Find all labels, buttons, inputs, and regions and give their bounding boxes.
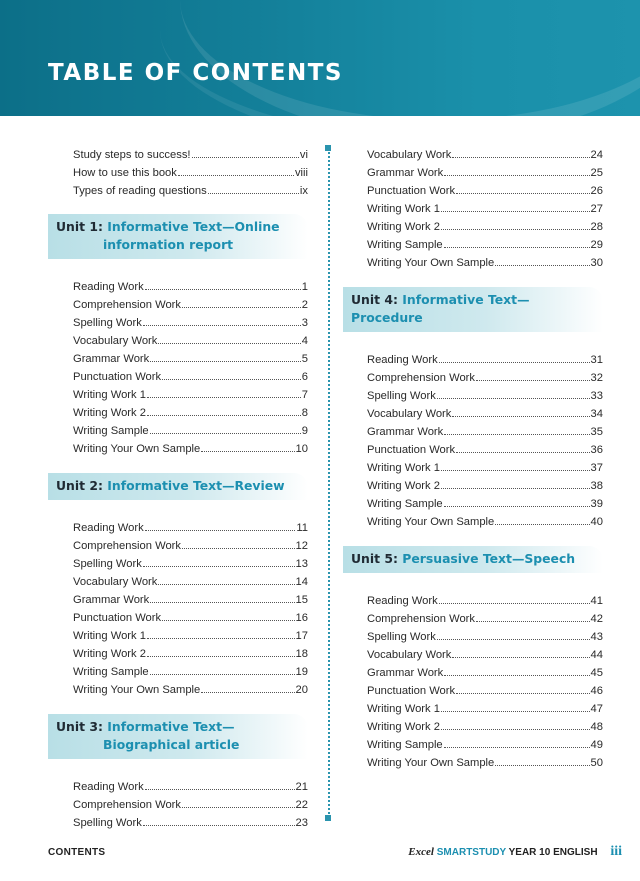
toc-entry[interactable] xyxy=(343,681,603,699)
toc-entry[interactable] xyxy=(48,680,308,698)
toc-entry-page: 4 xyxy=(301,335,308,347)
toc-entry-label: Punctuation Work xyxy=(367,444,456,456)
unit-name: Informative Text— xyxy=(107,719,235,734)
toc-entry-page: 21 xyxy=(295,781,308,793)
toc-entry-label: Writing Work 1 xyxy=(367,462,440,474)
toc-entry[interactable] xyxy=(48,813,308,831)
toc-entry-page: 27 xyxy=(590,203,603,215)
toc-entry-page: 13 xyxy=(295,558,308,570)
toc-entry-page: 34 xyxy=(590,408,603,420)
toc-entry[interactable] xyxy=(343,735,603,753)
toc-entry-page: 11 xyxy=(296,522,308,534)
leader-dots xyxy=(182,536,295,549)
toc-entry-label: Comprehension Work xyxy=(73,799,181,811)
toc-entry-label: Reading Work xyxy=(73,522,144,534)
toc-entry[interactable] xyxy=(48,313,308,331)
leader-dots xyxy=(143,313,301,326)
toc-left-column xyxy=(48,145,308,831)
leader-dots xyxy=(145,277,301,290)
toc-entry[interactable] xyxy=(48,644,308,662)
unit-name: Persuasive Text—Speech xyxy=(402,551,576,566)
toc-entry-page: 9 xyxy=(301,425,308,437)
toc-entry-page: 42 xyxy=(590,613,603,625)
toc-entry-label: Reading Work xyxy=(367,595,438,607)
leader-dots xyxy=(439,591,590,604)
toc-entry[interactable] xyxy=(343,217,603,235)
toc-entry-label: How to use this book xyxy=(73,167,177,179)
toc-entry-page: 46 xyxy=(590,685,603,697)
toc-entry-page: 23 xyxy=(295,817,308,829)
toc-entry[interactable] xyxy=(343,386,603,404)
toc-entry[interactable] xyxy=(48,777,308,795)
unit-name: Informative Text—Procedure xyxy=(351,292,530,325)
leader-dots xyxy=(150,349,301,362)
unit-number: Unit 1: xyxy=(56,219,103,234)
unit-heading[interactable] xyxy=(343,287,603,332)
toc-entry[interactable] xyxy=(343,181,603,199)
toc-entry[interactable] xyxy=(48,439,308,457)
leader-dots xyxy=(162,608,294,621)
unit-name: Informative Text—Review xyxy=(107,478,285,493)
toc-entry-page: viii xyxy=(294,167,308,179)
toc-entry[interactable] xyxy=(48,367,308,385)
toc-entry-label: Vocabulary Work xyxy=(73,576,158,588)
toc-entry-page: 7 xyxy=(301,389,308,401)
toc-entry-page: 40 xyxy=(590,516,603,528)
leader-dots xyxy=(150,590,294,603)
toc-entry[interactable] xyxy=(48,518,308,536)
toc-entry-label: Writing Sample xyxy=(367,239,443,251)
toc-entry-page: 20 xyxy=(295,684,308,696)
toc-entry-page: 19 xyxy=(295,666,308,678)
toc-entry[interactable] xyxy=(343,627,603,645)
toc-entry[interactable] xyxy=(48,145,308,163)
toc-entry[interactable] xyxy=(343,591,603,609)
toc-entry-page: 12 xyxy=(295,540,308,552)
toc-entry-label: Comprehension Work xyxy=(73,299,181,311)
toc-entry[interactable] xyxy=(48,626,308,644)
toc-entry-label: Writing Your Own Sample xyxy=(73,684,201,696)
toc-entry-label: Types of reading questions xyxy=(73,185,207,197)
toc-entry-page: 15 xyxy=(295,594,308,606)
toc-entry[interactable] xyxy=(343,699,603,717)
leader-dots xyxy=(147,626,295,639)
toc-entry-label: Spelling Work xyxy=(73,317,142,329)
toc-entry-label: Grammar Work xyxy=(367,167,444,179)
leader-dots xyxy=(147,403,301,416)
toc-entry-page: 41 xyxy=(590,595,603,607)
leader-dots xyxy=(444,494,590,507)
divider-end-marker xyxy=(325,815,331,821)
leader-dots xyxy=(201,680,294,693)
toc-entry[interactable] xyxy=(343,512,603,530)
toc-right-column xyxy=(343,145,603,771)
leader-dots xyxy=(192,145,299,158)
leader-dots xyxy=(444,663,589,676)
toc-entry-label: Writing Work 2 xyxy=(367,221,440,233)
toc-entry-label: Writing Your Own Sample xyxy=(73,443,201,455)
toc-entry-label: Writing Work 1 xyxy=(367,203,440,215)
toc-entry[interactable] xyxy=(48,572,308,590)
toc-entry-page: 33 xyxy=(590,390,603,402)
toc-entry-page: 37 xyxy=(590,462,603,474)
leader-dots xyxy=(441,217,590,230)
toc-entry-label: Punctuation Work xyxy=(367,685,456,697)
toc-entry-page: 47 xyxy=(590,703,603,715)
toc-entry[interactable] xyxy=(343,145,603,163)
leader-dots xyxy=(441,199,590,212)
toc-entry[interactable] xyxy=(343,235,603,253)
toc-entry-label: Writing Work 2 xyxy=(73,648,146,660)
toc-entry-page: 6 xyxy=(301,371,308,383)
toc-entry[interactable] xyxy=(343,753,603,771)
toc-entry-label: Vocabulary Work xyxy=(367,149,452,161)
leader-dots xyxy=(495,753,589,766)
toc-entry[interactable] xyxy=(343,717,603,735)
toc-entry-label: Writing Your Own Sample xyxy=(367,257,495,269)
toc-entry-page: 29 xyxy=(590,239,603,251)
footer-book-title xyxy=(408,844,622,860)
toc-entry[interactable] xyxy=(48,608,308,626)
toc-entry-page: 28 xyxy=(590,221,603,233)
toc-entry[interactable] xyxy=(343,609,603,627)
toc-entry-page: 45 xyxy=(590,667,603,679)
toc-entry-page: 36 xyxy=(590,444,603,456)
leader-dots xyxy=(162,367,301,380)
toc-entry-label: Writing Your Own Sample xyxy=(367,757,495,769)
unit-number: Unit 3: xyxy=(56,719,103,734)
unit-name-continued: Biographical article xyxy=(103,737,240,752)
toc-entry-label: Reading Work xyxy=(73,281,144,293)
toc-entry-label: Vocabulary Work xyxy=(367,649,452,661)
toc-entry[interactable] xyxy=(343,163,603,181)
toc-entry-label: Writing Work 2 xyxy=(367,721,440,733)
toc-entry-label: Vocabulary Work xyxy=(73,335,158,347)
toc-entry[interactable] xyxy=(48,385,308,403)
toc-entry[interactable] xyxy=(48,590,308,608)
leader-dots xyxy=(182,295,301,308)
toc-entry-page: 25 xyxy=(590,167,603,179)
toc-entry-page: 32 xyxy=(590,372,603,384)
column-divider xyxy=(328,148,330,818)
leader-dots xyxy=(147,644,295,657)
toc-entry-label: Grammar Work xyxy=(367,426,444,438)
toc-entry-page: 18 xyxy=(295,648,308,660)
leader-dots xyxy=(437,627,590,640)
toc-entry-page: 5 xyxy=(301,353,308,365)
toc-entry[interactable] xyxy=(343,404,603,422)
toc-entry-label: Spelling Work xyxy=(367,631,436,643)
toc-entry-label: Vocabulary Work xyxy=(367,408,452,420)
toc-entry-page: 50 xyxy=(590,757,603,769)
leader-dots xyxy=(495,253,589,266)
leader-dots xyxy=(150,662,295,675)
toc-entry[interactable] xyxy=(343,368,603,386)
leader-dots xyxy=(145,777,295,790)
toc-entry-page: 3 xyxy=(301,317,308,329)
leader-dots xyxy=(441,458,590,471)
toc-entry-label: Writing Your Own Sample xyxy=(367,516,495,528)
toc-entry-page: 48 xyxy=(590,721,603,733)
toc-entry-label: Writing Work 2 xyxy=(73,407,146,419)
toc-entry-page: 16 xyxy=(295,612,308,624)
toc-entry[interactable] xyxy=(48,331,308,349)
leader-dots xyxy=(150,421,301,434)
leader-dots xyxy=(178,163,294,176)
toc-entry-label: Grammar Work xyxy=(73,353,150,365)
toc-entry[interactable] xyxy=(48,662,308,680)
footer-section-label: CONTENTS xyxy=(48,847,106,858)
toc-entry[interactable] xyxy=(48,403,308,421)
toc-entry-page: 49 xyxy=(590,739,603,751)
leader-dots xyxy=(444,235,590,248)
unit-heading[interactable] xyxy=(48,714,308,759)
toc-entry-page: 35 xyxy=(590,426,603,438)
toc-entry-page: 43 xyxy=(590,631,603,643)
footer-brand: SMARTSTUDY xyxy=(436,847,507,858)
leader-dots xyxy=(143,813,295,826)
toc-entry-label: Reading Work xyxy=(73,781,144,793)
unit-name-continued: information report xyxy=(103,237,234,252)
toc-entry-label: Study steps to success! xyxy=(73,149,191,161)
toc-entry[interactable] xyxy=(343,422,603,440)
leader-dots xyxy=(437,386,590,399)
footer-excel: Excel xyxy=(408,846,434,858)
toc-entry-page: 2 xyxy=(301,299,308,311)
leader-dots xyxy=(441,717,590,730)
toc-entry[interactable] xyxy=(48,349,308,367)
header-banner xyxy=(0,0,640,116)
toc-entry-label: Comprehension Work xyxy=(367,372,475,384)
unit-heading[interactable] xyxy=(343,546,603,573)
toc-entry-label: Writing Work 1 xyxy=(73,389,146,401)
unit-number: Unit 2: xyxy=(56,478,103,493)
leader-dots xyxy=(182,795,295,808)
toc-entry-label: Writing Sample xyxy=(367,739,443,751)
toc-entry[interactable] xyxy=(343,663,603,681)
toc-entry-page: 38 xyxy=(590,480,603,492)
leader-dots xyxy=(441,699,590,712)
unit-number: Unit 5: xyxy=(351,551,398,566)
toc-entry-page: 31 xyxy=(590,354,603,366)
toc-entry-page: 17 xyxy=(295,630,308,642)
toc-entry[interactable] xyxy=(343,253,603,271)
toc-entry-page: 44 xyxy=(590,649,603,661)
leader-dots xyxy=(147,385,301,398)
leader-dots xyxy=(158,331,300,344)
unit-heading[interactable] xyxy=(48,473,308,500)
footer-title: YEAR 10 ENGLISH xyxy=(508,847,598,858)
toc-entry-label: Grammar Work xyxy=(367,667,444,679)
toc-entry[interactable] xyxy=(48,795,308,813)
leader-dots xyxy=(441,476,590,489)
toc-entry-label: Spelling Work xyxy=(73,558,142,570)
toc-entry[interactable] xyxy=(48,536,308,554)
leader-dots xyxy=(444,735,590,748)
toc-entry-page: 1 xyxy=(301,281,308,293)
toc-entry[interactable] xyxy=(343,476,603,494)
leader-dots xyxy=(452,145,589,158)
toc-entry[interactable] xyxy=(343,440,603,458)
toc-entry-page: 14 xyxy=(295,576,308,588)
toc-entry-page: 39 xyxy=(590,498,603,510)
toc-entry-label: Writing Work 1 xyxy=(73,630,146,642)
toc-entry-label: Comprehension Work xyxy=(367,613,475,625)
leader-dots xyxy=(495,512,589,525)
toc-entry-page: 24 xyxy=(590,149,603,161)
toc-entry[interactable] xyxy=(48,421,308,439)
toc-entry-page: 22 xyxy=(295,799,308,811)
toc-entry[interactable] xyxy=(343,458,603,476)
toc-entry-label: Punctuation Work xyxy=(73,612,162,624)
toc-entry[interactable] xyxy=(48,181,308,199)
toc-entry[interactable] xyxy=(48,295,308,313)
toc-entry-page: 26 xyxy=(590,185,603,197)
banner-decoration xyxy=(160,0,640,116)
toc-entry-page: ix xyxy=(299,185,308,197)
leader-dots xyxy=(143,554,295,567)
toc-entry-page: 10 xyxy=(295,443,308,455)
toc-entry-label: Writing Sample xyxy=(73,666,149,678)
toc-entry[interactable] xyxy=(343,199,603,217)
leader-dots xyxy=(208,181,299,194)
toc-entry-label: Writing Sample xyxy=(367,498,443,510)
leader-dots xyxy=(444,422,589,435)
leader-dots xyxy=(456,440,589,453)
toc-entry-page: 8 xyxy=(301,407,308,419)
toc-entry[interactable] xyxy=(343,645,603,663)
toc-entry-label: Punctuation Work xyxy=(73,371,162,383)
leader-dots xyxy=(444,163,589,176)
toc-entry-label: Spelling Work xyxy=(73,817,142,829)
toc-entry-page: vi xyxy=(299,149,308,161)
divider-end-marker xyxy=(325,145,331,151)
toc-entry[interactable] xyxy=(343,350,603,368)
toc-entry-page: 30 xyxy=(590,257,603,269)
unit-heading[interactable] xyxy=(48,214,308,259)
toc-entry[interactable] xyxy=(48,277,308,295)
toc-entry[interactable] xyxy=(48,163,308,181)
leader-dots xyxy=(456,681,589,694)
toc-entry-label: Reading Work xyxy=(367,354,438,366)
leader-dots xyxy=(145,518,296,531)
leader-dots xyxy=(158,572,294,585)
toc-entry[interactable] xyxy=(48,554,308,572)
toc-entry-label: Grammar Work xyxy=(73,594,150,606)
toc-entry-label: Writing Work 1 xyxy=(367,703,440,715)
toc-entry-label: Comprehension Work xyxy=(73,540,181,552)
toc-entry-label: Writing Work 2 xyxy=(367,480,440,492)
leader-dots xyxy=(201,439,294,452)
unit-name: Informative Text—Online xyxy=(107,219,280,234)
page-title: TABLE OF CONTENTS xyxy=(48,60,343,86)
toc-entry[interactable] xyxy=(343,494,603,512)
toc-entry-label: Punctuation Work xyxy=(367,185,456,197)
footer-page-number: iii xyxy=(610,844,622,859)
toc-entry-label: Spelling Work xyxy=(367,390,436,402)
leader-dots xyxy=(476,609,590,622)
leader-dots xyxy=(456,181,589,194)
leader-dots xyxy=(452,404,589,417)
toc-entry-label: Writing Sample xyxy=(73,425,149,437)
leader-dots xyxy=(439,350,590,363)
leader-dots xyxy=(452,645,589,658)
unit-number: Unit 4: xyxy=(351,292,398,307)
leader-dots xyxy=(476,368,590,381)
